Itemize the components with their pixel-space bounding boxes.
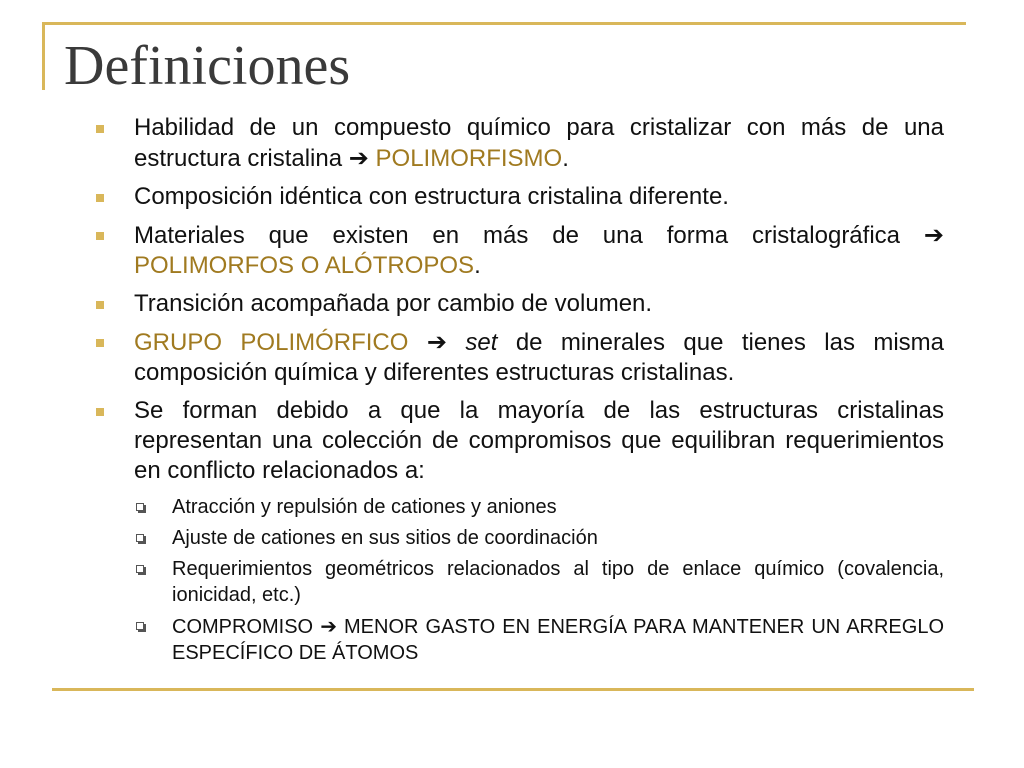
hollow-square-bullet-icon [136,565,144,573]
right-arrow-icon: ➔ [923,221,944,249]
square-bullet-icon [96,125,104,133]
bullet-compromisos: Se forman debido a que la mayoría de las estructuras cristalinas representan una colección de compromisos que equilibran requerimientos en conflicto relacionados a: [96,396,944,486]
bullet-transicion: Transición acompañada por cambio de volumen. [96,289,944,319]
term-set: set [465,329,498,356]
top-decorative-rule [42,22,966,25]
hollow-square-bullet-icon [136,622,144,630]
bullet-composicion: Composición idéntica con estructura cristalina diferente. [96,182,944,212]
right-arrow-icon: ➔ [426,328,447,356]
bullet-materiales: Materiales que existen en más de una forma cristalográfica ➔ POLIMORFOS O ALÓTROPOS. [96,220,944,281]
square-bullet-icon [96,408,104,416]
slide-content [96,113,944,671]
hollow-square-bullet-icon [136,534,144,542]
right-arrow-icon: ➔ [320,614,337,638]
sub-bullet-atraccion: Atracción y repulsión de cationes y aniones [134,494,944,520]
bullet-grupo-polimorfico: GRUPO POLIMÓRFICO ➔ set de minerales que tienes las misma composición química y diferentes estructuras cristalinas. [96,327,944,388]
square-bullet-icon [96,194,104,202]
hollow-square-bullet-icon [136,503,144,511]
term-polimorfismo: POLIMORFISMO [375,145,563,172]
bullet-polimorfismo: Habilidad de un compuesto químico para cristalizar con más de una estructura cristalina ➔ POLIMORFISMO. [96,113,944,174]
left-decorative-rule [42,22,45,90]
term-grupo-polimorfico: GRUPO POLIMÓRFICO [134,329,409,356]
sub-bullet-compromiso: COMPROMISO ➔ MENOR GASTO EN ENERGÍA PARA MANTENER UN ARREGLO ESPECÍFICO DE ÁTOMOS [134,613,944,666]
slide-title: Definiciones [64,35,351,97]
sub-bullet-ajuste: Ajuste de cationes en sus sitios de coordinación [134,525,944,551]
square-bullet-icon [96,301,104,309]
square-bullet-icon [96,232,104,240]
sub-bullet-requerimientos: Requerimientos geométricos relacionados al tipo de enlace químico (covalencia, ionicidad, etc.) [134,556,944,608]
term-polimorfos: POLIMORFOS O ALÓTROPOS [134,252,475,279]
right-arrow-icon: ➔ [348,144,369,172]
bottom-decorative-rule [52,688,974,691]
square-bullet-icon [96,339,104,347]
